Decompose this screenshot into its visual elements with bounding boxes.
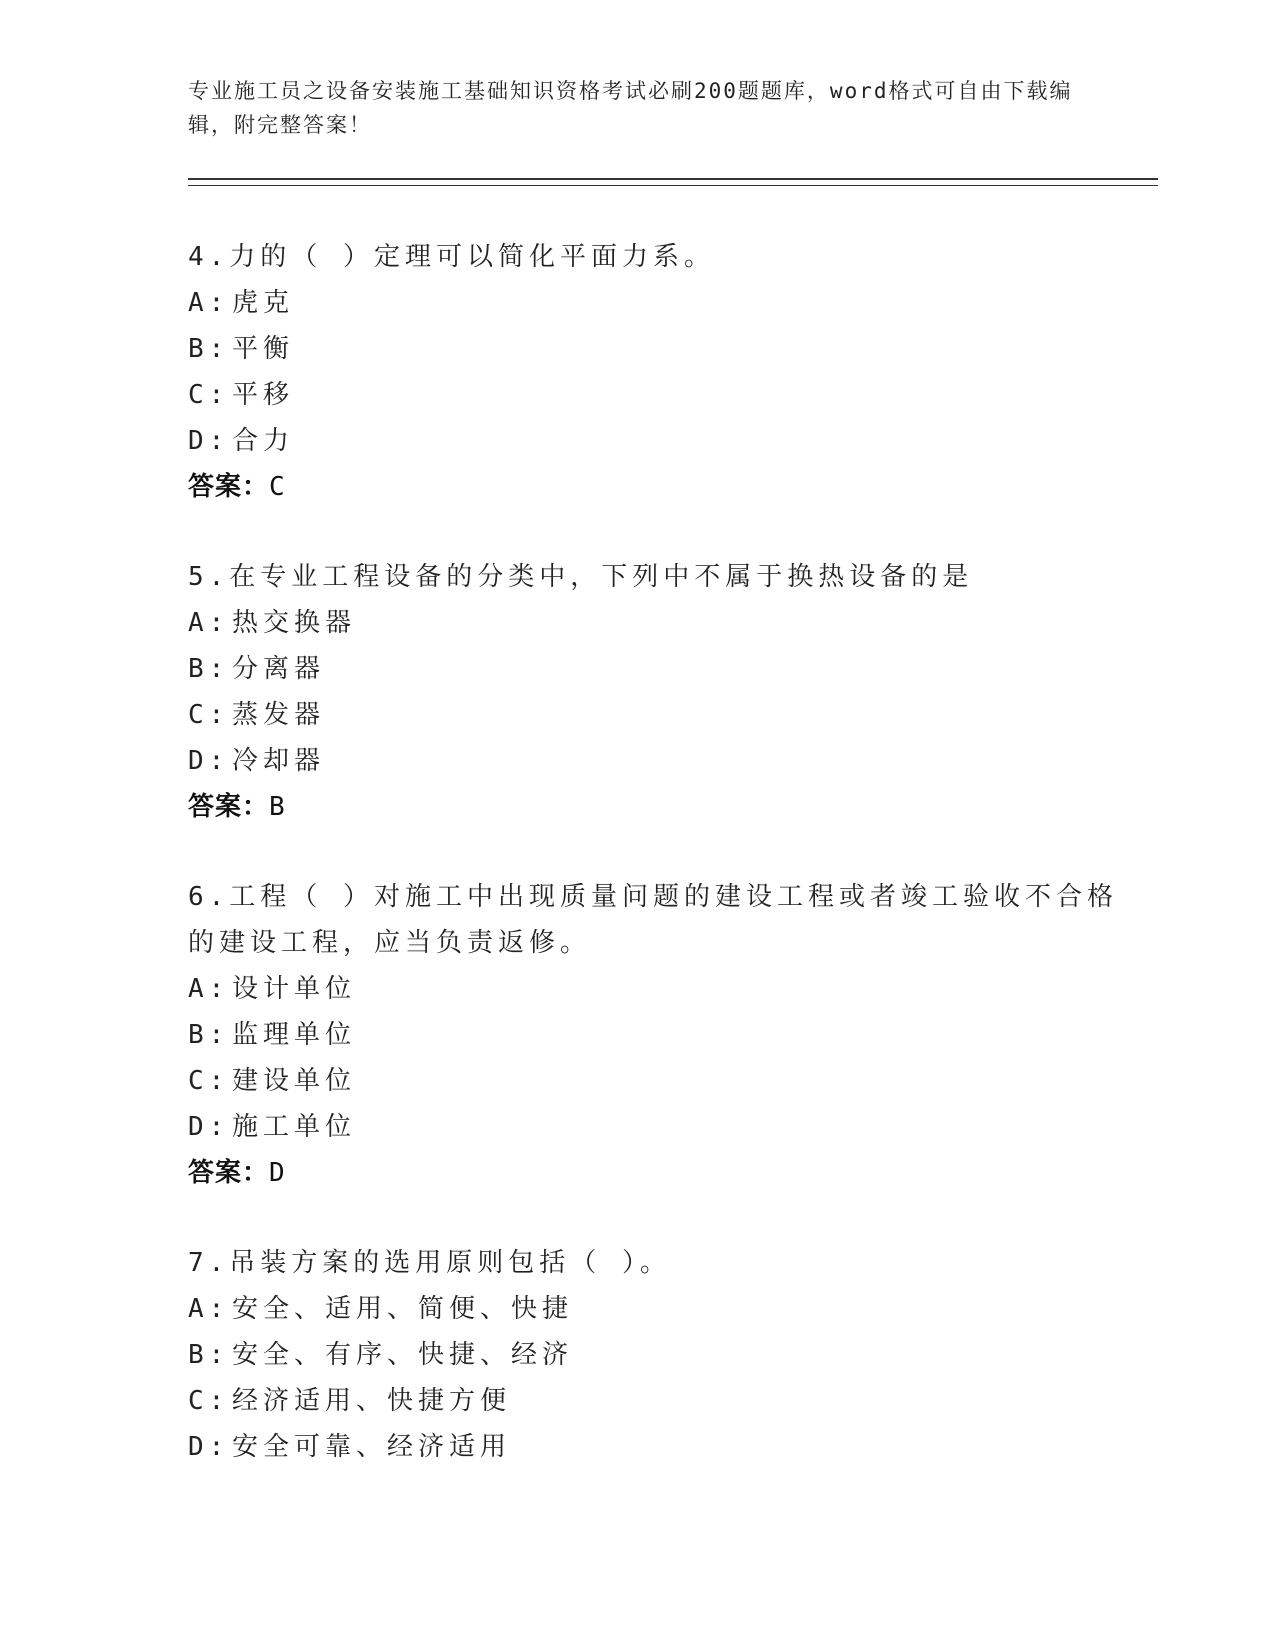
option-text: 冷却器 bbox=[232, 746, 326, 776]
option-text: 合力 bbox=[232, 426, 295, 456]
option-a bbox=[188, 280, 1148, 326]
option-key: B: bbox=[188, 654, 230, 684]
option-text: 建设单位 bbox=[232, 1066, 357, 1096]
option-d bbox=[188, 1104, 1148, 1150]
option-text: 施工单位 bbox=[232, 1112, 357, 1142]
option-key: D: bbox=[188, 426, 230, 456]
option-b bbox=[188, 1012, 1148, 1058]
option-a bbox=[188, 600, 1148, 646]
option-text: 热交换器 bbox=[232, 608, 357, 638]
option-d bbox=[188, 1424, 1148, 1470]
option-c bbox=[188, 692, 1148, 738]
option-key: C: bbox=[188, 1386, 230, 1416]
answer-line bbox=[188, 464, 1148, 510]
answer-label: 答案： bbox=[188, 1158, 270, 1188]
header-divider bbox=[188, 178, 1158, 186]
answer-line bbox=[188, 1150, 1148, 1196]
option-key: D: bbox=[188, 1432, 230, 1462]
option-b bbox=[188, 326, 1148, 372]
question-block bbox=[188, 874, 1148, 1196]
option-b bbox=[188, 1332, 1148, 1378]
answer-label: 答案： bbox=[188, 472, 270, 502]
option-key: A: bbox=[188, 974, 230, 1004]
answer-value: B bbox=[269, 792, 286, 822]
option-key: B: bbox=[188, 1020, 230, 1050]
option-key: B: bbox=[188, 1340, 230, 1370]
answer-label: 答案： bbox=[188, 792, 270, 822]
option-b bbox=[188, 646, 1148, 692]
option-c bbox=[188, 1378, 1148, 1424]
option-text: 安全、适用、简便、快捷 bbox=[232, 1294, 574, 1324]
option-d bbox=[188, 738, 1148, 784]
question-stem: 7.吊装方案的选用原则包括（ ）。 bbox=[188, 1248, 671, 1278]
option-key: C: bbox=[188, 380, 230, 410]
option-text: 蒸发器 bbox=[232, 700, 326, 730]
answer-value: D bbox=[269, 1158, 286, 1188]
question-block bbox=[188, 554, 1148, 830]
option-text: 设计单位 bbox=[232, 974, 357, 1004]
option-text: 经济适用、快捷方便 bbox=[232, 1386, 512, 1416]
question-stem: 4.力的（ ）定理可以简化平面力系。 bbox=[188, 242, 715, 272]
option-a bbox=[188, 966, 1148, 1012]
option-c bbox=[188, 372, 1148, 418]
question-stem: 5.在专业工程设备的分类中，下列中不属于换热设备的是 bbox=[188, 562, 974, 592]
option-key: C: bbox=[188, 700, 230, 730]
option-key: A: bbox=[188, 288, 230, 318]
question-stem: 6.工程（ ）对施工中出现质量问题的建设工程或者竣工验收不合格的建设工程，应当负责返修。 bbox=[188, 882, 1118, 958]
option-d bbox=[188, 418, 1148, 464]
option-text: 平衡 bbox=[232, 334, 295, 364]
option-text: 安全可靠、经济适用 bbox=[232, 1432, 512, 1462]
option-text: 虎克 bbox=[232, 288, 295, 318]
question-block bbox=[188, 1240, 1148, 1470]
option-text: 监理单位 bbox=[232, 1020, 357, 1050]
answer-value: C bbox=[269, 472, 286, 502]
option-key: D: bbox=[188, 1112, 230, 1142]
option-key: A: bbox=[188, 608, 230, 638]
option-a bbox=[188, 1286, 1148, 1332]
document-header-text: 专业施工员之设备安装施工基础知识资格考试必刷200题题库，word格式可自由下载编辑，附完整答案！ bbox=[188, 79, 1073, 137]
answer-line bbox=[188, 784, 1148, 830]
option-key: C: bbox=[188, 1066, 230, 1096]
option-key: A: bbox=[188, 1294, 230, 1324]
option-text: 安全、有序、快捷、经济 bbox=[232, 1340, 574, 1370]
option-key: B: bbox=[188, 334, 230, 364]
option-text: 分离器 bbox=[232, 654, 326, 684]
option-key: D: bbox=[188, 746, 230, 776]
option-text: 平移 bbox=[232, 380, 295, 410]
option-c bbox=[188, 1058, 1148, 1104]
question-block bbox=[188, 234, 1148, 510]
